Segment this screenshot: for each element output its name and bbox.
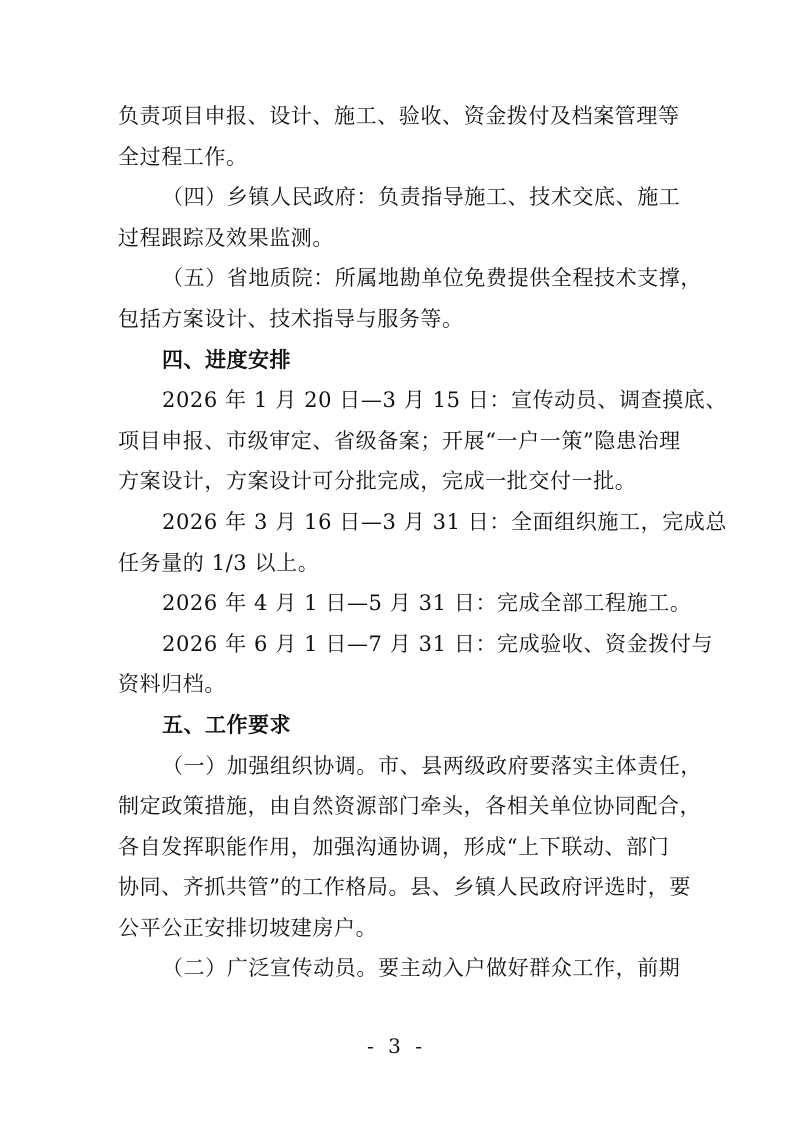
text-line: 2026 年 3 月 16 日—3 月 31 日：全面组织施工，完成总	[162, 509, 728, 534]
text-line: 任务量的 1/3 以上。	[118, 550, 320, 575]
document-body	[118, 96, 728, 989]
text-line: 资料归档。	[118, 672, 226, 697]
text-line: 协同、齐抓共管”的工作格局。县、乡镇人民政府评选时，要	[118, 875, 691, 900]
text-line: 公平公正安排切坡建房户。	[118, 915, 378, 940]
page-number: - 3 -	[367, 1034, 426, 1058]
text-line: （四）乡镇人民政府：负责指导施工、技术交底、施工	[162, 185, 681, 210]
text-line: （二）广泛宣传动员。要主动入户做好群众工作，前期	[162, 956, 681, 981]
text-line: 包括方案设计、技术指导与服务等。	[118, 306, 464, 331]
section-heading: 四、进度安排	[162, 347, 291, 372]
text-line: 过程跟踪及效果监测。	[118, 225, 334, 250]
text-line: 制定政策措施，由自然资源部门牵头，各相关单位协同配合，	[118, 794, 702, 819]
text-line: 方案设计，方案设计可分批完成，完成一批交付一批。	[118, 469, 637, 494]
text-line: 项目申报、市级审定、省级备案；开展“一户一策”隐患治理	[118, 428, 681, 453]
section-heading: 五、工作要求	[162, 712, 291, 737]
text-line: 负责项目申报、设计、施工、验收、资金拨付及档案管理等	[118, 104, 680, 128]
text-line: 2026 年 1 月 20 日—3 月 15 日：宣传动员、调查摸底、	[162, 388, 728, 413]
text-line: 全过程工作。	[118, 144, 248, 169]
text-line: 2026 年 6 月 1 日—7 月 31 日：完成验收、资金拨付与	[162, 631, 714, 656]
text-line: （一）加强组织协调。市、县两级政府要落实主体责任，	[162, 753, 702, 778]
text-line: （五）省地质院：所属地勘单位免费提供全程技术支撑，	[162, 266, 702, 291]
text-line: 各自发挥职能作用，加强沟通协调，形成“上下联动、部门	[118, 834, 670, 859]
text-line: 2026 年 4 月 1 日—5 月 31 日：完成全部工程施工。	[162, 591, 692, 616]
